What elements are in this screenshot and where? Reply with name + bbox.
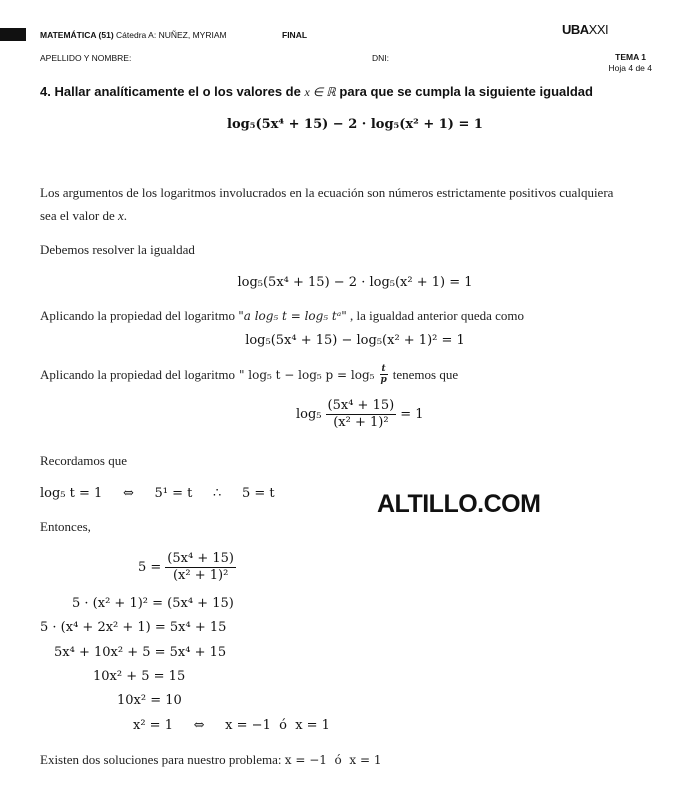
step-7: x² = 1 ⇔ x = −1 ó x = 1 xyxy=(133,718,330,733)
step1-num: (5x⁴ + 15) xyxy=(167,551,234,566)
step-6: 10x² = 10 xyxy=(117,693,182,708)
eq3-den: (x² + 1)² xyxy=(333,415,389,430)
step1-fraction xyxy=(165,551,236,584)
conclusion-math: x = −1 ó x = 1 xyxy=(284,753,382,767)
equation-1: log₅(5x⁴ + 15) − 2 · log₅(x² + 1) = 1 xyxy=(237,275,473,290)
problem-number: 4. xyxy=(40,84,51,99)
paragraph-1b-end: . xyxy=(123,208,127,223)
step-1 xyxy=(138,551,236,584)
margin-bar xyxy=(0,28,26,41)
paragraph-5: Recordamos que xyxy=(40,453,128,468)
problem-statement xyxy=(40,84,593,100)
paragraph-4-text: Aplicando la propiedad del logaritmo xyxy=(40,366,235,382)
step-5: 10x² + 5 = 15 xyxy=(93,669,186,684)
quotient-num: t xyxy=(381,364,386,374)
step-3: 5 · (x⁴ + 2x² + 1) = 5x⁴ + 15 xyxy=(40,620,227,635)
course-line xyxy=(40,30,227,40)
dni-label: DNI: xyxy=(372,53,389,63)
eq3-rhs: = 1 xyxy=(400,407,424,422)
step1-lhs: 5 = xyxy=(138,560,162,575)
paragraph-3-suffix: , la igualdad anterior queda como xyxy=(350,308,525,323)
paragraph-1b-text: sea el valor de xyxy=(40,208,115,223)
paragraph-1b xyxy=(40,208,127,224)
equation-2: log₅(5x⁴ + 15) − log₅(x² + 1)² = 1 xyxy=(245,333,465,348)
var-x: x xyxy=(117,208,124,223)
step1-den: (x² + 1)² xyxy=(172,568,229,583)
problem-equation: log₅(5x⁴ + 15) − 2 · log₅(x² + 1) = 1 xyxy=(227,117,483,132)
recall-equation: log₅ t = 1 ⇔ 5¹ = t ∴ 5 = t xyxy=(40,486,275,501)
quotient-fraction xyxy=(378,364,388,385)
paragraph-6: Entonces, xyxy=(40,519,91,534)
statement-var: x ∈ ℝ xyxy=(304,85,336,99)
eq3-log: log₅ xyxy=(296,407,322,422)
quotient-den: p xyxy=(380,375,387,385)
log-power-rule: "a log₅ t = log₅ tᵃ" xyxy=(238,309,347,323)
log-quotient-rule: " log₅ t − log₅ p = log₅ xyxy=(238,367,375,382)
step-4: 5x⁴ + 10x² + 5 = 5x⁴ + 15 xyxy=(54,645,227,660)
equation-3 xyxy=(296,398,424,431)
conclusion xyxy=(40,752,382,768)
paragraph-3 xyxy=(40,308,524,324)
step-2: 5 · (x² + 1)² = (5x⁴ + 15) xyxy=(72,596,234,611)
paragraph-4-suffix: tenemos que xyxy=(392,366,459,382)
paragraph-1: Los argumentos de los logaritmos involucrados en la ecuación son números estrictamente positivos cualquiera xyxy=(40,185,614,200)
name-label: APELLIDO Y NOMBRE: xyxy=(40,53,132,63)
uba-logo-text: UBA xyxy=(562,22,589,37)
uba-logo xyxy=(562,22,608,37)
watermark: ALTILLO.COM xyxy=(377,490,541,518)
tema-label: TEMA 1 xyxy=(615,52,646,62)
statement-part-b: para que se cumpla la siguiente igualdad xyxy=(339,84,593,99)
paragraph-4 xyxy=(40,364,458,385)
chair-name: Cátedra A: NUÑEZ, MYRIAM xyxy=(116,30,227,40)
paragraph-3-text: Aplicando la propiedad del logaritmo xyxy=(40,308,235,323)
paragraph-2: Debemos resolver la igualdad xyxy=(40,242,195,257)
conclusion-text: Existen dos soluciones para nuestro problema: xyxy=(40,752,282,767)
eq3-num: (5x⁴ + 15) xyxy=(327,398,395,413)
statement-part-a: Hallar analíticamente el o los valores de xyxy=(54,84,301,99)
course-title: MATEMÁTICA (51) xyxy=(40,30,114,40)
eq3-fraction xyxy=(326,398,397,431)
hoja-label: Hoja 4 de 4 xyxy=(608,63,652,73)
uba-logo-suffix: XXI xyxy=(588,22,609,37)
exam-type: FINAL xyxy=(282,30,308,40)
